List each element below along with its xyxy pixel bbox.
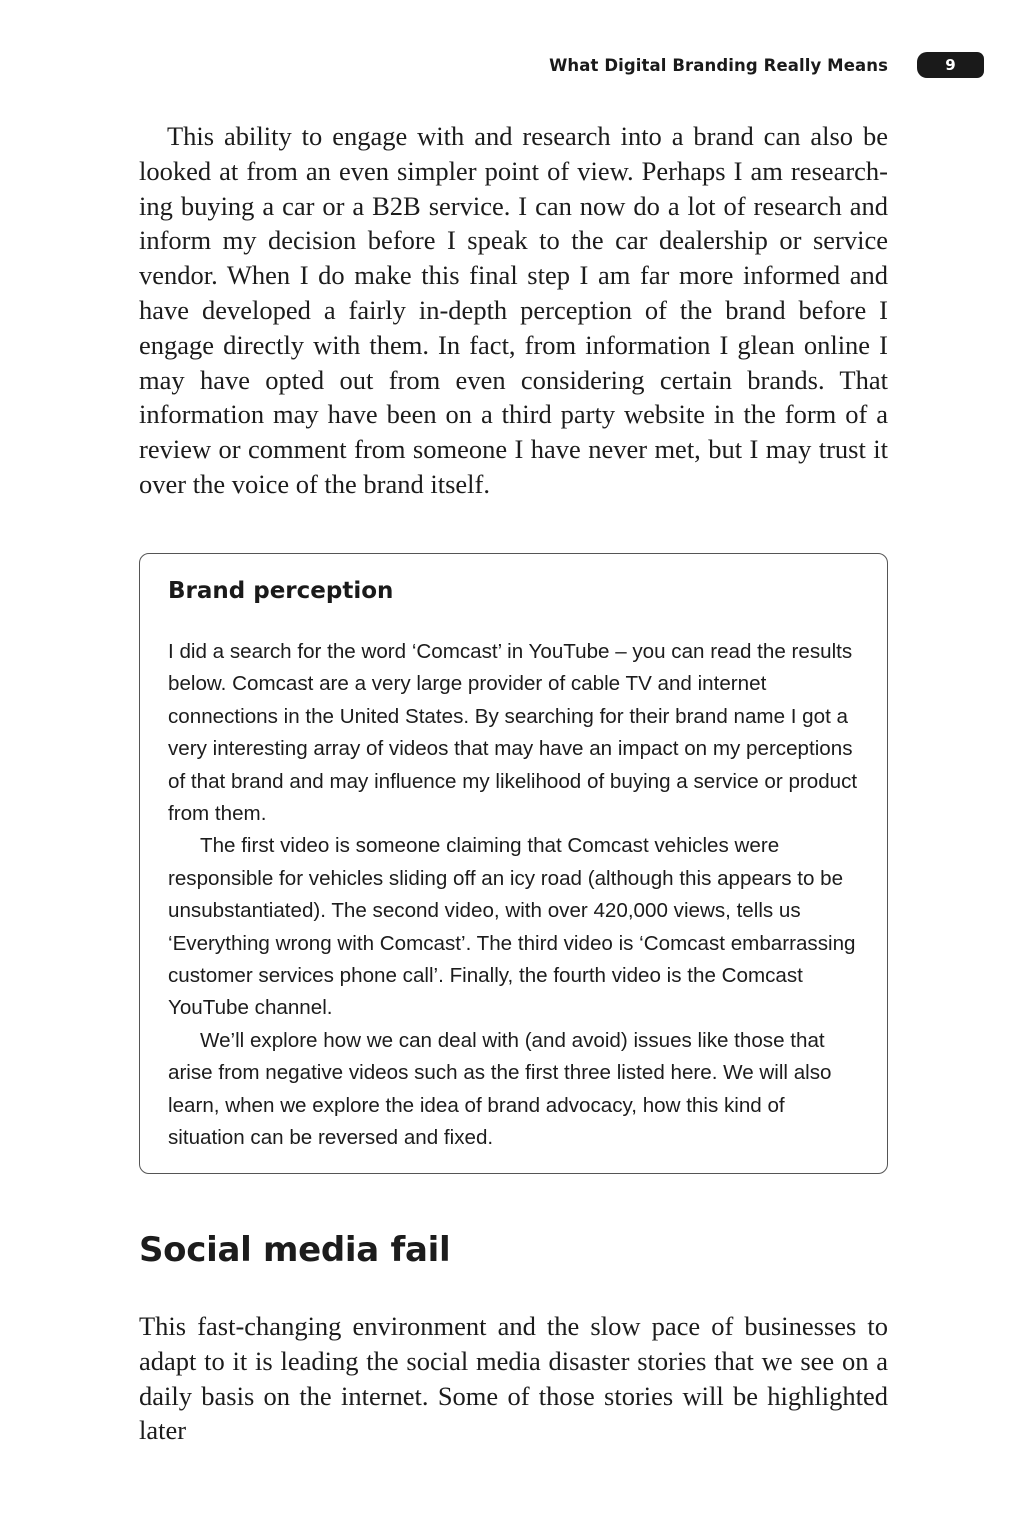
running-head-title: What Digital Branding Really Means <box>549 55 888 75</box>
page-number-badge: 9 <box>917 52 984 78</box>
box-paragraph-2: The first video is someone claiming that Comcast vehicles were responsible for vehicles sliding off an icy road (although this appears to be unsubstantiated). The second video, with over 420,000 views, tells us ‘Everything wrong with Comcast’. The third video is ‘Comcast embarrassing customer services phone call’. Finally, the fourth video is the Comcast YouTube channel. <box>168 834 856 1020</box>
body-paragraph-1: This ability to engage with and research into a brand can also be looked at from an even simpler point of view. Perhaps I am researching buying a car or a B2B service. I can now do a lot of research and inform my decision before I speak to the car dealership or service vendor. When I do make this final step I am far more informed and have developed a fairly in-depth perception of the brand before I engage directly with them. In fact, from information I glean online I may have opted out from even considering certain brands. That information may have been on a third party website in the form of a review or comment from someone I have never met, but I may trust it over the voice of the brand itself. <box>139 121 888 499</box>
box-paragraph-1: I did a search for the word ‘Comcast’ in YouTube – you can read the results below. Comcast are a very large provider of cable TV and internet connections in the United States. By searching for their brand name I got a very interesting array of videos that may have an impact on my perceptions of that brand and may influence my likelihood of buying a service or product from them. <box>168 640 858 826</box>
section-heading: Social media fail <box>139 1230 451 1270</box>
brand-perception-box <box>139 553 888 1174</box>
body-paragraph-2: This fast-changing environment and the slow pace of businesses to adapt to it is leading the social media disaster stories that we see on a daily basis on the internet. Some of those stories will be highlighted later <box>139 1311 888 1446</box>
box-body <box>168 636 863 1155</box>
box-paragraph-3: We’ll explore how we can deal with (and avoid) issues like those that arise from negative videos such as the first three listed here. We will also learn, when we explore the idea of brand advocacy, how this kind of situation can be reversed and fixed. <box>168 1028 832 1150</box>
box-title: Brand perception <box>168 578 394 604</box>
running-head <box>549 52 984 78</box>
